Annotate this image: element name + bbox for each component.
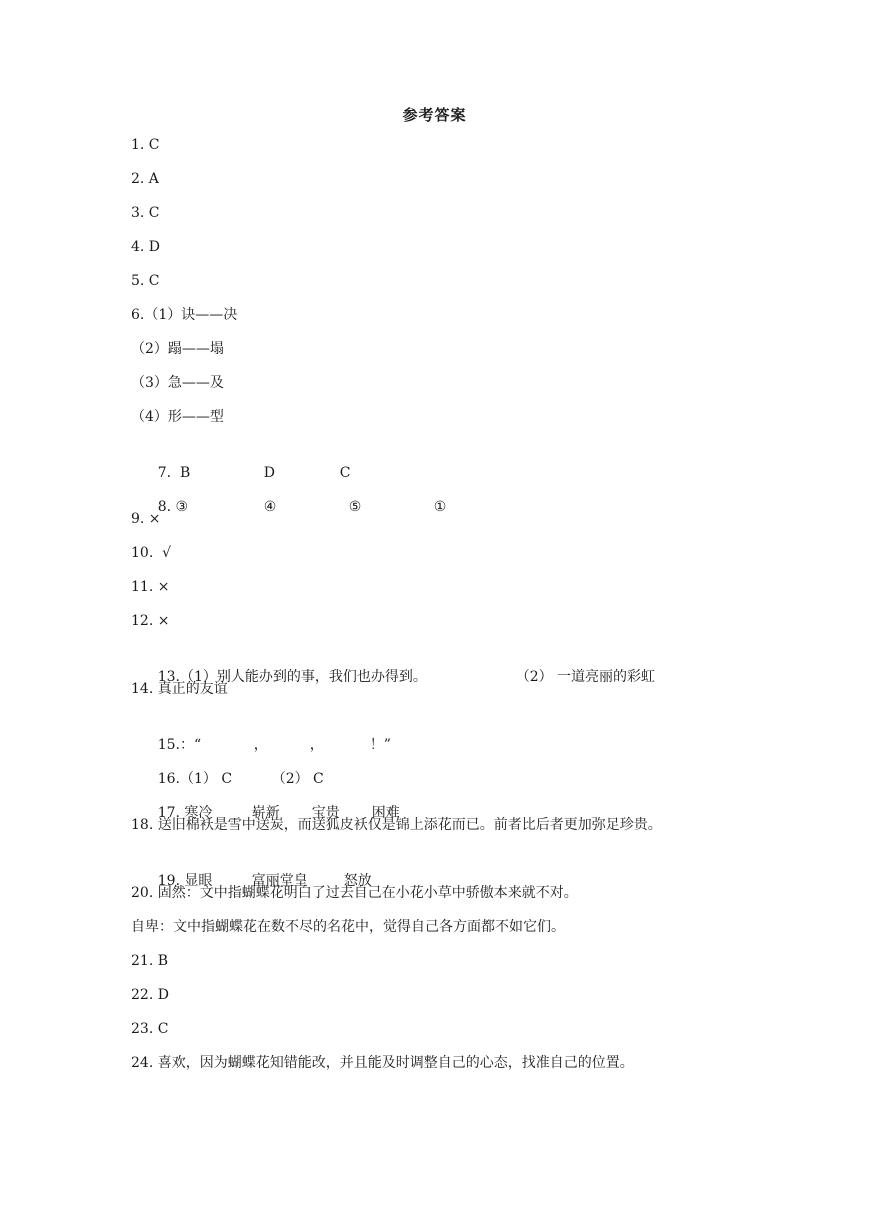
answer-text: 18. 送旧棉袄是雪中送炭，而送狐皮袄仅是锦上添花而已。前者比后者更加弥足珍贵。	[131, 817, 662, 833]
answer-15	[131, 712, 771, 753]
answer-7	[131, 440, 771, 481]
answer-19	[131, 848, 771, 889]
answer-text: 5. C	[131, 273, 160, 289]
answer-4	[131, 236, 771, 270]
answer-1	[131, 134, 771, 168]
answer-text: 15.：“	[157, 737, 202, 753]
answer-text: 13.（1）别人能办到的事，我们也办得到。	[157, 669, 427, 685]
answer-6-4	[131, 406, 771, 440]
answer-text: 12. ×	[131, 613, 170, 629]
answer-22	[131, 984, 771, 1018]
answer-text: （2）蹋——塌	[131, 341, 224, 357]
answer-text: 自卑：文中指蝴蝶花在数不尽的名花中，觉得自己各方面都不如它们。	[131, 919, 565, 935]
answer-list	[131, 134, 771, 1086]
answer-20-cont	[131, 916, 771, 950]
answer-text: ，	[309, 737, 324, 753]
answer-text: 11. ×	[131, 579, 170, 595]
answer-text: 23. C	[131, 1021, 169, 1037]
answer-text: 4. D	[131, 239, 161, 255]
answer-text: 8. ③	[157, 499, 189, 515]
answer-13	[131, 644, 771, 685]
answer-11	[131, 576, 771, 610]
answer-text: （2） C	[271, 771, 324, 787]
answer-text: 宝贵	[311, 805, 340, 821]
answer-text: 7. B	[157, 465, 191, 481]
answer-text: 22. D	[131, 987, 169, 1003]
answer-text: 9. ×	[131, 511, 161, 527]
answer-text: 3. C	[131, 205, 160, 221]
answer-text: ，	[253, 737, 268, 753]
answer-10	[131, 542, 771, 576]
answer-6-1	[131, 304, 771, 338]
answer-text: ！”	[369, 737, 391, 753]
page-title: 参考答案	[402, 106, 467, 124]
answer-text: （3）急——及	[131, 375, 224, 391]
answer-text: 1. C	[131, 137, 160, 153]
answer-text: ④	[263, 499, 277, 515]
answer-18	[131, 814, 771, 848]
answer-text: 2. A	[131, 171, 159, 187]
answer-text: ⑤	[348, 499, 362, 515]
answer-12	[131, 610, 771, 644]
answer-text: 崭新	[251, 805, 280, 821]
answer-text: （4）形——型	[131, 409, 224, 425]
answer-text: 10. √	[131, 545, 172, 561]
answer-5	[131, 270, 771, 304]
answer-text: ①	[433, 499, 447, 515]
answer-6-2	[131, 338, 771, 372]
answer-24	[131, 1052, 771, 1086]
answer-text: 17. 寒冷	[157, 805, 213, 821]
answer-text: 怒放	[343, 873, 372, 889]
answer-23	[131, 1018, 771, 1052]
answer-text: 20. 固然：文中指蝴蝶花明白了过去自己在小花小草中骄傲本来就不对。	[131, 885, 578, 901]
answer-6-3	[131, 372, 771, 406]
answer-text: 24. 喜欢，因为蝴蝶花知错能改，并且能及时调整自己的心态，找准自己的位置。	[131, 1055, 634, 1071]
answer-text: 16.（1） C	[157, 771, 233, 787]
answer-text: （2） 一道亮丽的彩虹	[515, 669, 656, 685]
answer-text: 6.（1）诀——决	[131, 307, 238, 323]
answer-text: 富丽堂皇	[251, 873, 308, 889]
answer-21	[131, 950, 771, 984]
answer-text: D	[263, 465, 275, 481]
answer-3	[131, 202, 771, 236]
answer-text: 14. 真正的友谊	[131, 681, 228, 697]
answer-text: 19. 显眼	[157, 873, 213, 889]
answer-2	[131, 168, 771, 202]
answer-20	[131, 882, 771, 916]
answer-text: 困难	[371, 805, 400, 821]
answer-text: 21. B	[131, 953, 169, 969]
answer-text: C	[339, 465, 351, 481]
